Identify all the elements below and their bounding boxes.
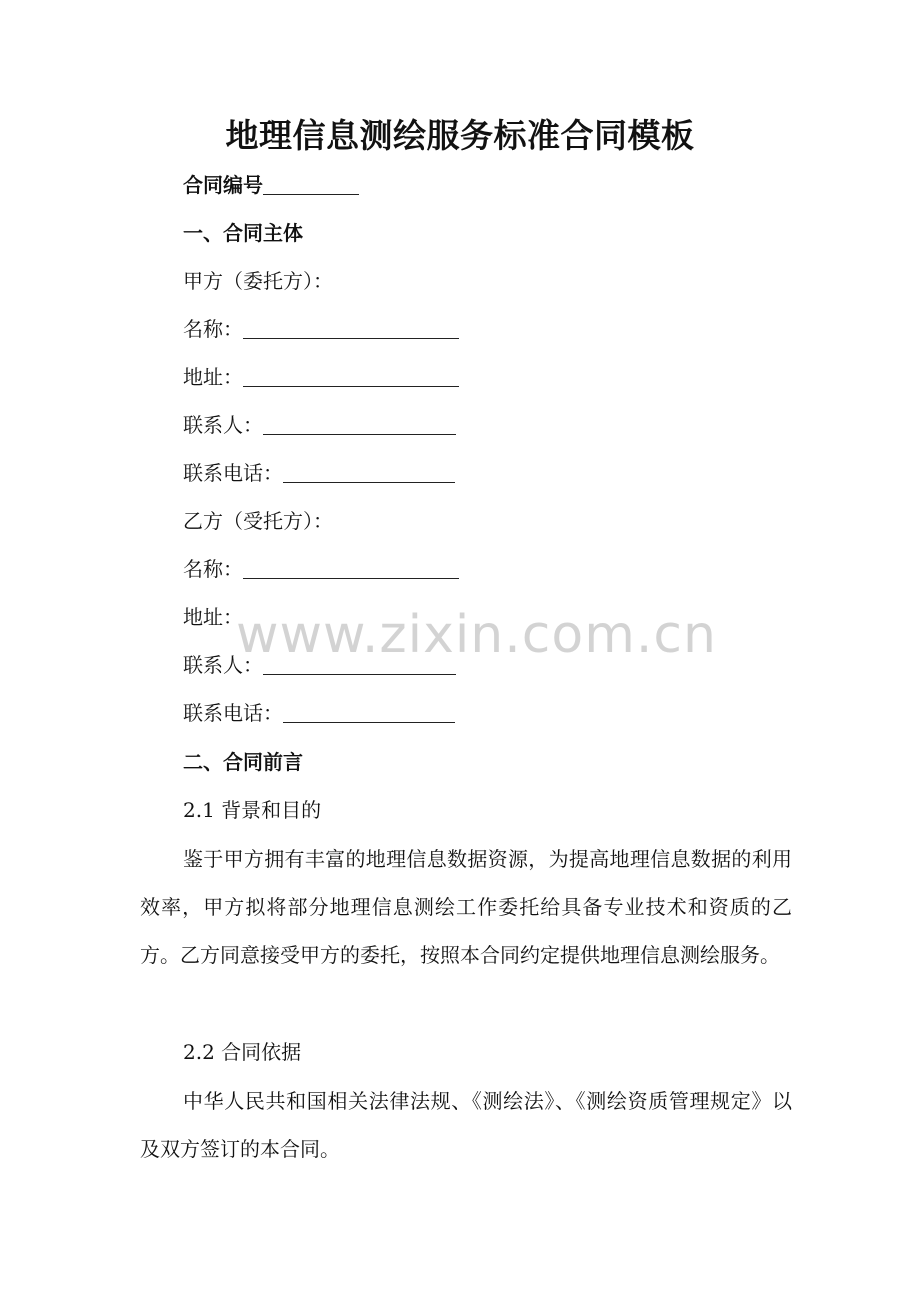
party-b-name-line bbox=[183, 554, 459, 584]
document-title: 地理信息测绘服务标准合同模板 bbox=[225, 116, 695, 155]
party-a-phone-label: 联系电话： bbox=[183, 461, 283, 485]
party-a-address-blank[interactable] bbox=[243, 364, 459, 387]
section2-2-heading: 2.2 合同依据 bbox=[183, 1040, 302, 1064]
section2-1-heading: 2.1 背景和目的 bbox=[183, 798, 322, 822]
section1-heading: 一、合同主体 bbox=[183, 221, 303, 245]
party-b-name-label: 名称： bbox=[183, 557, 243, 581]
party-a-contact-blank[interactable] bbox=[263, 412, 456, 435]
section2-heading: 二、合同前言 bbox=[183, 750, 303, 774]
party-a-heading: 甲方（委托方）： bbox=[183, 269, 333, 293]
party-b-phone-blank[interactable] bbox=[283, 700, 455, 723]
contract-number-blank[interactable] bbox=[263, 172, 359, 195]
contract-number-label: 合同编号 bbox=[183, 173, 263, 197]
watermark: www.zixin.com.cn bbox=[236, 605, 717, 665]
party-a-name-label: 名称： bbox=[183, 317, 243, 341]
party-b-contact-label: 联系人： bbox=[183, 653, 263, 677]
party-b-address-label: 地址： bbox=[183, 605, 243, 629]
party-b-phone-line bbox=[183, 698, 455, 728]
party-a-phone-blank[interactable] bbox=[283, 460, 455, 483]
party-b-heading: 乙方（受托方）： bbox=[183, 509, 333, 533]
party-a-name-blank[interactable] bbox=[243, 316, 459, 339]
party-a-phone-line bbox=[183, 458, 455, 488]
section2-2-paragraph: 中华人民共和国相关法律法规、《测绘法》、《测绘资质管理规定》以及双方签订的本合同。 bbox=[140, 1089, 792, 1161]
contract-number-line bbox=[183, 170, 359, 200]
party-a-address-label: 地址： bbox=[183, 365, 243, 389]
party-b-address-line bbox=[183, 602, 243, 632]
section2-1-paragraph: 鉴于甲方拥有丰富的地理信息数据资源，为提高地理信息数据的利用效率，甲方拟将部分地理信息测绘工作委托给具备专业技术和资质的乙方。乙方同意接受甲方的委托，按照本合同约定提供地理信息测绘服务。 bbox=[140, 847, 792, 967]
party-a-contact-line bbox=[183, 410, 456, 440]
party-a-name-line bbox=[183, 314, 459, 344]
party-a-address-line bbox=[183, 362, 459, 392]
party-b-name-blank[interactable] bbox=[243, 556, 459, 579]
party-b-phone-label: 联系电话： bbox=[183, 701, 283, 725]
party-a-contact-label: 联系人： bbox=[183, 413, 263, 437]
